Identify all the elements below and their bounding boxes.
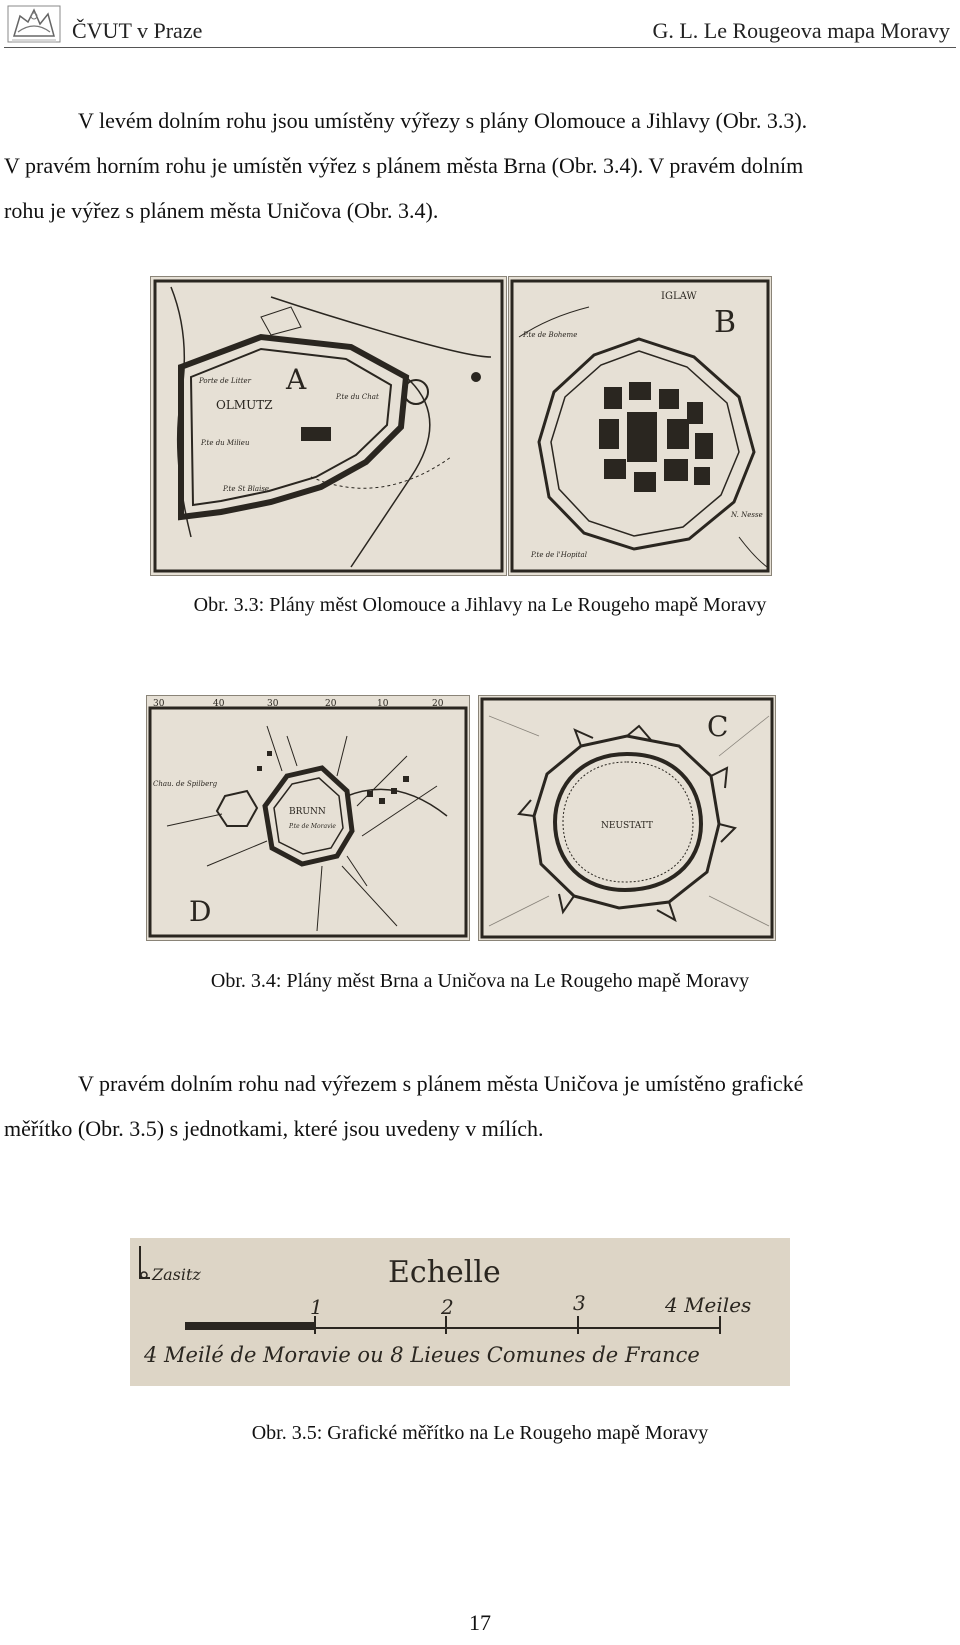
fig33-gate-milieu: P.te du Milieu bbox=[201, 439, 250, 447]
header-title: G. L. Le Rougeova mapa Moravy bbox=[652, 18, 950, 43]
fig34-tick-1: 30 bbox=[153, 699, 165, 709]
paragraph-1-line-2: V pravém horním rohu je umístěn výřez s plánem města Brna (Obr. 3.4). V pravém dolním bbox=[4, 153, 804, 178]
paragraph-1 bbox=[4, 98, 954, 233]
fig33-gate-blaise: P.te St Blaise bbox=[223, 485, 270, 493]
fig33-gate-nesse: N. Nesse bbox=[731, 511, 763, 519]
fig33-gate-litter: Porte de Litter bbox=[199, 377, 252, 385]
fig35-tick-4: 4 Meiles bbox=[665, 1293, 752, 1317]
figure-3-5-scale-bar bbox=[130, 1238, 790, 1386]
figure-3-4-unicov-map bbox=[478, 695, 776, 941]
fig35-tick-1: 1 bbox=[310, 1295, 323, 1319]
figure-3-3-jihlava-map bbox=[508, 276, 772, 576]
figure-3-3-caption: Obr. 3.3: Plány měst Olomouce a Jihlavy na Le Rougeho mapě Moravy bbox=[193, 594, 767, 616]
fig33-gate-boheme: P.te de Boheme bbox=[523, 331, 578, 339]
fig34-tick-5: 10 bbox=[377, 699, 389, 709]
cvut-lion-logo-icon bbox=[4, 2, 64, 46]
fig35-title-echelle: Echelle bbox=[388, 1255, 501, 1290]
fig35-place-zasitz: Zasitz bbox=[152, 1265, 201, 1284]
fig35-legend: 4 Meilé de Moravie ou 8 Lieues Comunes de France bbox=[144, 1343, 700, 1367]
fig33-gate-chat: P.te du Chat bbox=[336, 393, 379, 401]
page-header bbox=[4, 0, 956, 48]
fig33-letter-a: A bbox=[286, 363, 307, 396]
paragraph-1-line-3: rohu je výřez s plánem města Uničova (Obr. 3.4). bbox=[4, 198, 439, 223]
fig34-tick-4: 20 bbox=[325, 699, 337, 709]
fig35-tick-3: 3 bbox=[573, 1291, 586, 1315]
header-divider bbox=[4, 47, 956, 48]
fig34-castle-spilberg: Chau. de Spilberg bbox=[153, 780, 218, 788]
fig34-tick-3: 30 bbox=[267, 699, 279, 709]
figure-3-3-olomouc-map bbox=[150, 276, 507, 576]
figure-3-4-brno-map bbox=[146, 695, 470, 941]
fig34-letter-d: D bbox=[189, 895, 212, 928]
paragraph-2 bbox=[4, 1061, 954, 1151]
fig35-tick-2: 2 bbox=[441, 1295, 454, 1319]
fig34-city-neustatt: NEUSTATT bbox=[601, 821, 653, 831]
fig34-gate-moravie: P.te de Moravie bbox=[289, 823, 336, 830]
fig33-city-iglaw: IGLAW bbox=[661, 291, 697, 302]
header-institution: ČVUT v Praze bbox=[72, 18, 203, 43]
fig33-letter-b: B bbox=[714, 305, 737, 340]
figure-3-5-caption: Obr. 3.5: Grafické měřítko na Le Rougeho mapě Moravy bbox=[251, 1422, 709, 1444]
fig33-gate-hopital: P.te de l'Hopital bbox=[531, 551, 587, 559]
paragraph-2-line-1: V pravém dolním rohu nad výřezem s plánem města Uničova je umístěno grafické bbox=[78, 1071, 804, 1096]
fig34-tick-6: 20 bbox=[432, 699, 444, 709]
fig34-letter-c: C bbox=[707, 710, 729, 743]
fig34-tick-2: 40 bbox=[213, 699, 225, 709]
page-number: 17 bbox=[469, 1610, 491, 1635]
paragraph-1-line-1: V levém dolním rohu jsou umístěny výřezy s plány Olomouce a Jihlavy (Obr. 3.3). bbox=[78, 108, 808, 133]
paragraph-2-line-2: měřítko (Obr. 3.5) s jednotkami, které jsou uvedeny v mílích. bbox=[4, 1116, 544, 1141]
figure-3-4-caption: Obr. 3.4: Plány měst Brna a Uničova na Le Rougeho mapě Moravy bbox=[210, 970, 750, 992]
fig34-city-brunn: BRUNN bbox=[289, 807, 326, 817]
fig33-city-olmutz: OLMUTZ bbox=[216, 398, 273, 412]
